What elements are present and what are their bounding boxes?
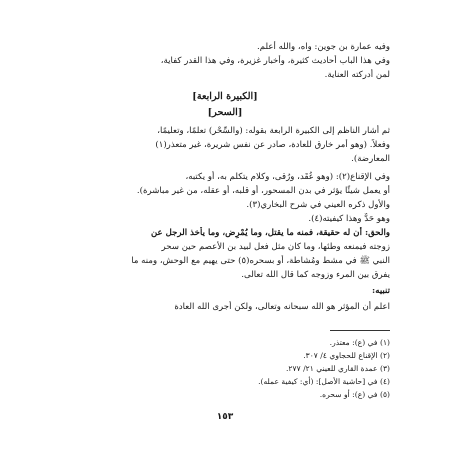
text-line: المعارضة). — [351, 154, 390, 164]
footnote: (٣) عمدة القاري للعيني ٢١/ ٢٧٧. — [286, 364, 390, 373]
text-line: وفي الإقناع(٢): (وهو عُقَد، ورُقى، وكلام يتكلم به، أو يكتبه، — [185, 172, 390, 182]
text-line: وفيه عمارة بن جوين: واه، والله أعلم. — [257, 42, 390, 52]
footnote: (٢) الإقناع للحجاوي ٤/ ٣٠٧. — [303, 351, 390, 360]
text-line: أو يعمل شيئًا يؤثر في بدن المسحور، أو قلبه، أو عقله، من غير مباشرة). — [136, 186, 390, 196]
text-line: النبي ﷺ في مشط ومُشاطة، أو بسحره(٥) حتى يهيم مع الوحش، ومنه ما — [131, 256, 390, 266]
footnote: (١) في (ع): معتذر. — [329, 338, 390, 347]
text-line: وفي هذا الباب أحاديث كثيرة، وأخبار غزيرة، وفي هذا القدر كفاية، — [160, 56, 390, 66]
footnote: (٤) في [حاشية الأصل]: (أي: كيفية عمله). — [258, 377, 390, 386]
section-heading: [الكبيرة الرابعة] — [192, 91, 258, 102]
text-line: اعلم أن المؤثر هو الله سبحانه وتعالى، ولكن أجرى الله العادة — [174, 302, 390, 312]
text-line: والحق: أن له حقيقة، فمنه ما يقتل، وما يُمْرِض، وما يأخذ الرجل عن — [150, 228, 390, 238]
footnote: (٥) في (ع): أو سحره. — [319, 390, 390, 399]
text-line: لمن أدركته العناية. — [324, 70, 390, 80]
text-line: وفعلاً. (وهو أمر خارق للعادة، صادر عن نفس شريرة، غير متعذر(١) — [155, 140, 390, 150]
tanbih-label: تنبيه: — [372, 286, 390, 296]
footnote-divider — [330, 330, 390, 331]
text-line: والأول ذكره العيني في شرح البخاري(٣). — [246, 200, 390, 210]
section-subheading: [السحر] — [207, 107, 243, 118]
text-line: ثم أشار الناظم إلى الكبيرة الرابعة بقوله: (والسِّحْر) تعلمًا، وتعليمًا، — [157, 126, 390, 136]
text-line: زوجته فيمنعه وطئها، وما كان مثل فعل لبيد بن الأعصم حين سحر — [161, 242, 390, 252]
text-line: يفرق بين المرء وزوجه كما قال الله تعالى. — [241, 270, 390, 280]
page-number: ١٥٣ — [216, 412, 234, 422]
text-line: وهو حَدٌّ وهذا كيفيته(٤). — [308, 214, 390, 224]
